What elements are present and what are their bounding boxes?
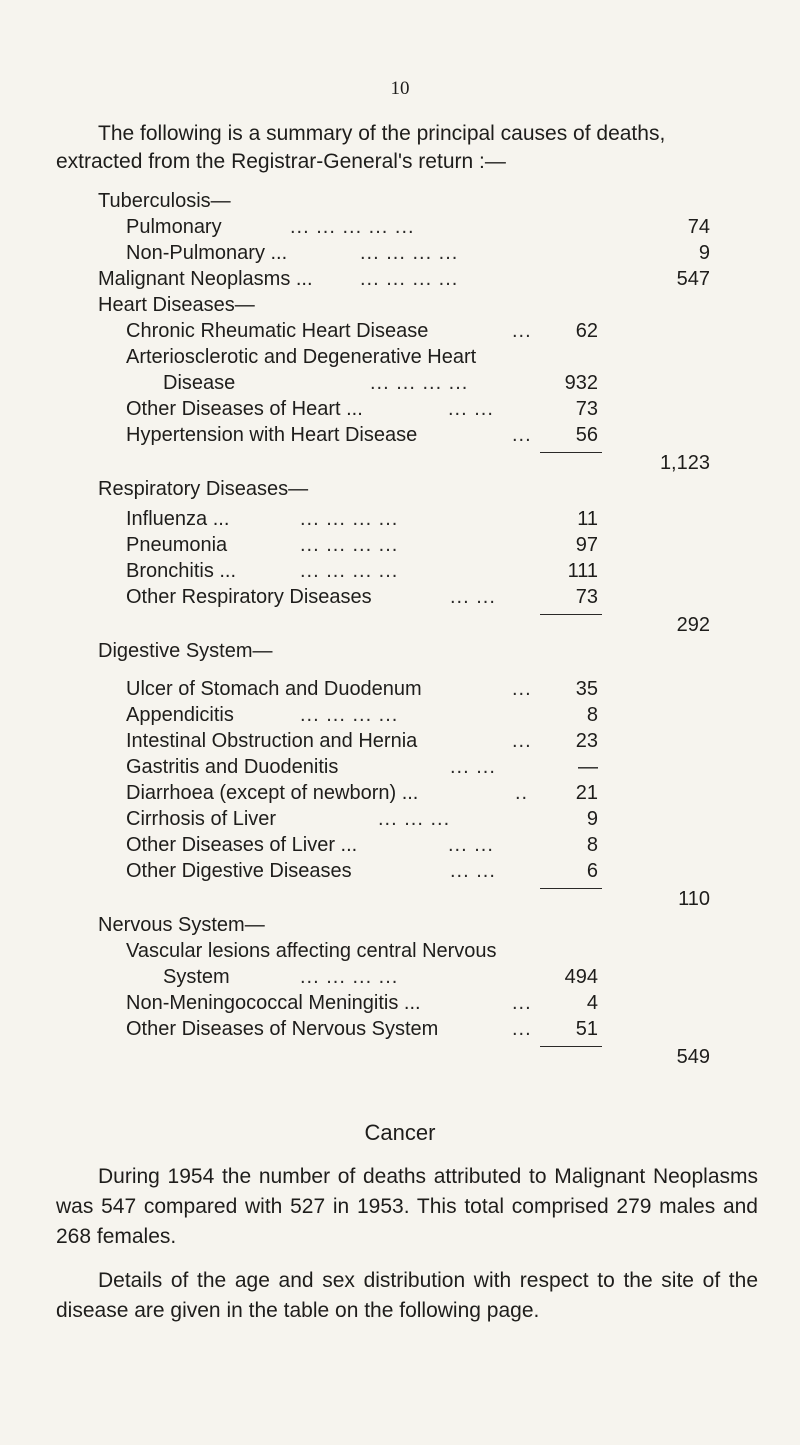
dot-leader: ... (512, 678, 532, 700)
value-vascular-lesions: 494 (564, 966, 598, 988)
value-other-heart: 73 (575, 398, 598, 420)
tuberculosis-heading: Tuberculosis— (98, 190, 231, 212)
dot-leader: ... ... ... ... (300, 704, 399, 726)
value-non-pulmonary: 9 (698, 242, 710, 264)
total-heart: 1,123 (659, 452, 710, 474)
digestive-heading: Digestive System— (98, 640, 273, 662)
dot-leader: ... (512, 992, 532, 1014)
row-other-respiratory: Other Respiratory Diseases (126, 586, 372, 608)
dot-leader: ... ... ... ... (300, 966, 399, 988)
nervous-heading: Nervous System— (98, 914, 265, 936)
intro-line-2: extracted from the Registrar-General's return :— (56, 150, 506, 173)
value-intestinal-obstruction: 23 (575, 730, 598, 752)
row-hypertension: Hypertension with Heart Disease (126, 424, 418, 446)
row-bronchitis: Bronchitis ... (126, 560, 237, 582)
dot-leader: ... ... ... ... (300, 534, 399, 556)
row-intestinal-obstruction: Intestinal Obstruction and Hernia (126, 730, 418, 752)
row-other-nervous: Other Diseases of Nervous System (126, 1018, 439, 1040)
dot-leader: ... ... ... ... (300, 560, 399, 582)
value-other-respiratory: 73 (575, 586, 598, 608)
row-cirrhosis: Cirrhosis of Liver (126, 808, 277, 830)
row-pneumonia: Pneumonia (126, 534, 228, 556)
value-other-digestive: 6 (586, 860, 598, 882)
total-digestive: 110 (678, 888, 710, 910)
intro-line-1: The following is a summary of the principal causes of deaths, (98, 122, 666, 145)
subtotal-rule (540, 452, 602, 453)
total-nervous: 549 (676, 1046, 710, 1068)
intro-paragraph (56, 120, 756, 176)
value-influenza: 11 (577, 508, 598, 530)
value-malignant-neoplasms: 547 (676, 268, 710, 290)
value-appendicitis: 8 (586, 704, 598, 726)
row-vascular-lesions: Vascular lesions affecting central Nervous (126, 940, 497, 962)
row-gastritis: Gastritis and Duodenitis (126, 756, 339, 778)
dot-leader: ... ... ... ... (300, 508, 399, 530)
page-number: 10 (390, 78, 410, 99)
value-arteriosclerotic: 932 (564, 372, 598, 394)
dot-leader: ... (512, 320, 532, 342)
dot-leader: ... ... (448, 834, 494, 856)
row-other-digestive: Other Digestive Diseases (126, 860, 352, 882)
row-meningitis: Non-Meningococcal Meningitis ... (126, 992, 421, 1014)
dot-leader: ... (512, 424, 532, 446)
row-arteriosclerotic: Arteriosclerotic and Degenerative Heart (126, 346, 477, 368)
dot-leader: ... ... (450, 860, 496, 882)
dot-leader: ... (512, 1018, 532, 1040)
dot-leader: .. (515, 782, 529, 804)
value-bronchitis: 111 (567, 560, 598, 582)
value-other-nervous: 51 (575, 1018, 598, 1040)
dot-leader: ... ... ... ... (370, 372, 469, 394)
value-other-liver: 8 (586, 834, 598, 856)
value-ulcer: 35 (575, 678, 598, 700)
value-pneumonia: 97 (575, 534, 598, 556)
value-hypertension: 56 (575, 424, 598, 446)
dot-leader: ... ... ... ... (360, 242, 459, 264)
subtotal-rule (540, 614, 602, 615)
row-other-heart: Other Diseases of Heart ... (126, 398, 363, 420)
value-gastritis: — (578, 756, 598, 778)
subtotal-rule (540, 1046, 602, 1047)
dot-leader: ... ... (448, 398, 494, 420)
dot-leader: ... ... (450, 756, 496, 778)
value-diarrhoea: 21 (575, 782, 598, 804)
row-vascular-lesions-cont: System (163, 966, 230, 988)
respiratory-heading: Respiratory Diseases— (98, 478, 309, 500)
subtotal-rule (540, 888, 602, 889)
value-cirrhosis: 9 (586, 808, 598, 830)
row-arteriosclerotic-cont: Disease (163, 372, 236, 394)
dot-leader: ... ... ... ... (360, 268, 459, 290)
heart-heading: Heart Diseases— (98, 294, 255, 316)
row-chronic-rheumatic: Chronic Rheumatic Heart Disease (126, 320, 429, 342)
cancer-paragraph-2: Details of the age and sex distribution with respect to the site of the disease are given in the table on the following page. (56, 1269, 758, 1322)
dot-leader: ... ... (450, 586, 496, 608)
cancer-heading: Cancer (364, 1120, 436, 1145)
row-appendicitis: Appendicitis (126, 704, 234, 726)
row-diarrhoea: Diarrhoea (except of newborn) ... (126, 782, 419, 804)
value-pulmonary: 74 (687, 216, 710, 238)
value-chronic-rheumatic: 62 (575, 320, 598, 342)
row-non-pulmonary: Non-Pulmonary ... (126, 242, 288, 264)
value-meningitis: 4 (586, 992, 598, 1014)
dot-leader: ... ... ... (378, 808, 451, 830)
total-respiratory: 292 (676, 614, 710, 636)
row-other-liver: Other Diseases of Liver ... (126, 834, 358, 856)
dot-leader: ... ... ... ... ... (290, 216, 415, 238)
row-ulcer: Ulcer of Stomach and Duodenum (126, 678, 422, 700)
cancer-paragraph-1: During 1954 the number of deaths attributed to Malignant Neoplasms was 547 compared with 527 in 1953. This total comprised 279 males and 268 females. (56, 1165, 758, 1248)
row-pulmonary: Pulmonary (126, 216, 222, 238)
row-influenza: Influenza ... (126, 508, 230, 530)
row-malignant-neoplasms: Malignant Neoplasms ... (98, 268, 313, 290)
dot-leader: ... (512, 730, 532, 752)
